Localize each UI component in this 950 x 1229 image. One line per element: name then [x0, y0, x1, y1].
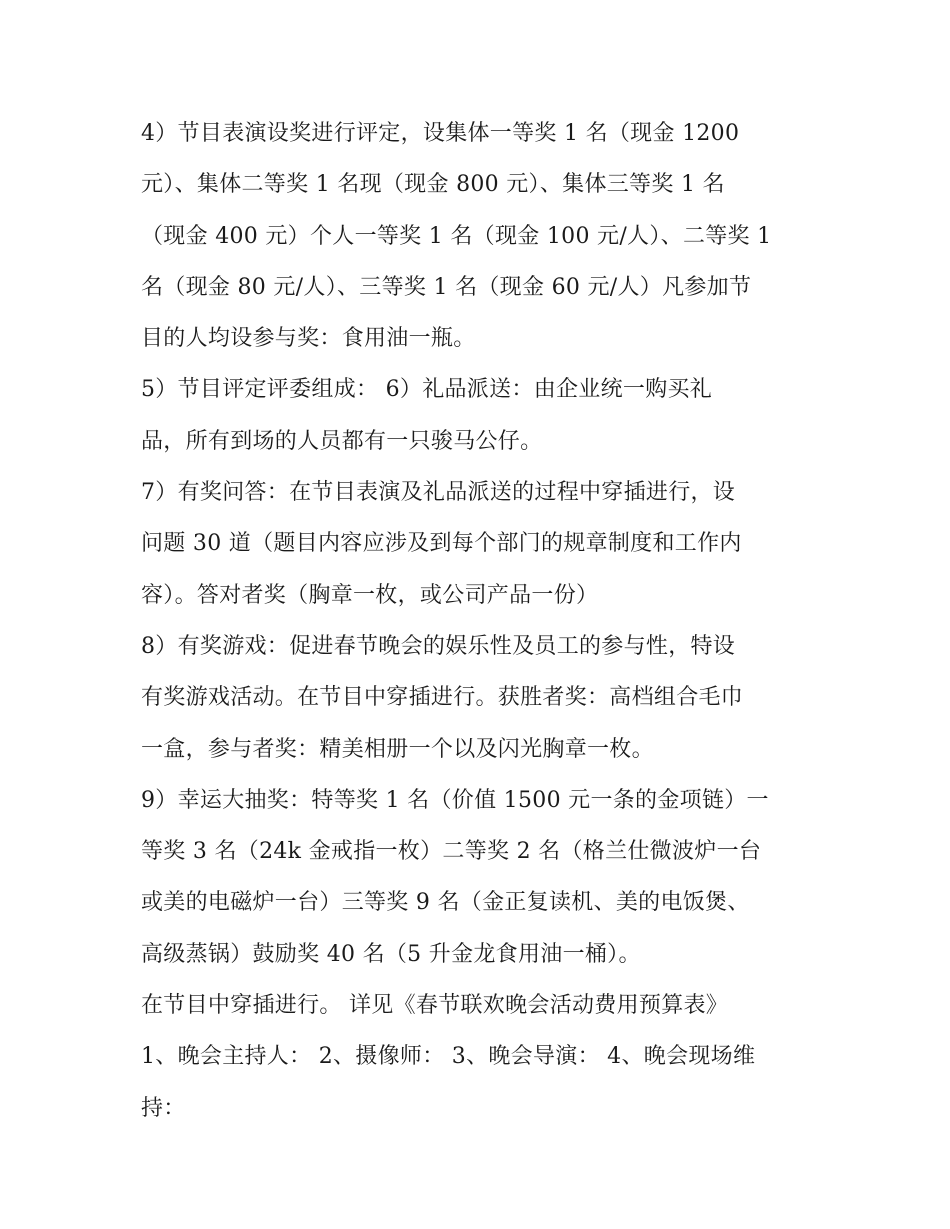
text-line: 等奖 3 名（24k 金戒指一枚）二等奖 2 名（格兰仕微波炉一台: [141, 839, 762, 865]
text-line: 1、晚会主持人： 2、摄像师： 3、晚会导演： 4、晚会现场维: [141, 1044, 756, 1070]
text-line: 问题 30 道（题目内容应涉及到每个部门的规章制度和工作内: [141, 531, 742, 557]
document-body: [141, 108, 811, 1134]
text-line: 8）有奖游戏：促进春节晚会的娱乐性及员工的参与性，特设: [141, 633, 736, 659]
text-line: 元）、集体二等奖 1 名现（现金 800 元）、集体三等奖 1 名: [141, 172, 725, 198]
text-line: 或美的电磁炉一台）三等奖 9 名（金正复读机、美的电饭煲、: [141, 890, 750, 916]
text-line: 7）有奖问答：在节目表演及礼品派送的过程中穿插进行，设: [141, 480, 736, 506]
text-line: 在节目中穿插进行。 详见《春节联欢晚会活动费用预算表》: [141, 993, 729, 1019]
text-line: 目的人均设参与奖：食用油一瓶。: [141, 326, 476, 352]
text-line: 5）节目评定评委组成： 6）礼品派送：由企业统一购买礼: [141, 377, 713, 403]
text-line: 9）幸运大抽奖：特等奖 1 名（价值 1500 元一条的金项链）一: [141, 787, 769, 813]
text-line: （现金 400 元）个人一等奖 1 名（现金 100 元/人）、二等奖 1: [141, 223, 772, 249]
text-line: 品，所有到场的人员都有一只骏马公仔。: [141, 428, 543, 454]
text-line: 名（现金 80 元/人）、三等奖 1 名（现金 60 元/人）凡参加节: [141, 274, 752, 300]
text-line: 持：: [141, 1095, 186, 1121]
text-line: 容）。答对者奖（胸章一枚，或公司产品一份）: [141, 582, 599, 608]
text-line: 4）节目表演设奖进行评定，设集体一等奖 1 名（现金 1200: [141, 121, 740, 146]
text-line: 高级蒸锅）鼓励奖 40 名（5 升金龙食用油一桶）。: [141, 941, 641, 967]
text-line: 一盒，参与者奖：精美相册一个以及闪光胸章一枚。: [141, 736, 654, 762]
text-line: 有奖游戏活动。在节目中穿插进行。获胜者奖：高档组合毛巾: [141, 685, 744, 711]
